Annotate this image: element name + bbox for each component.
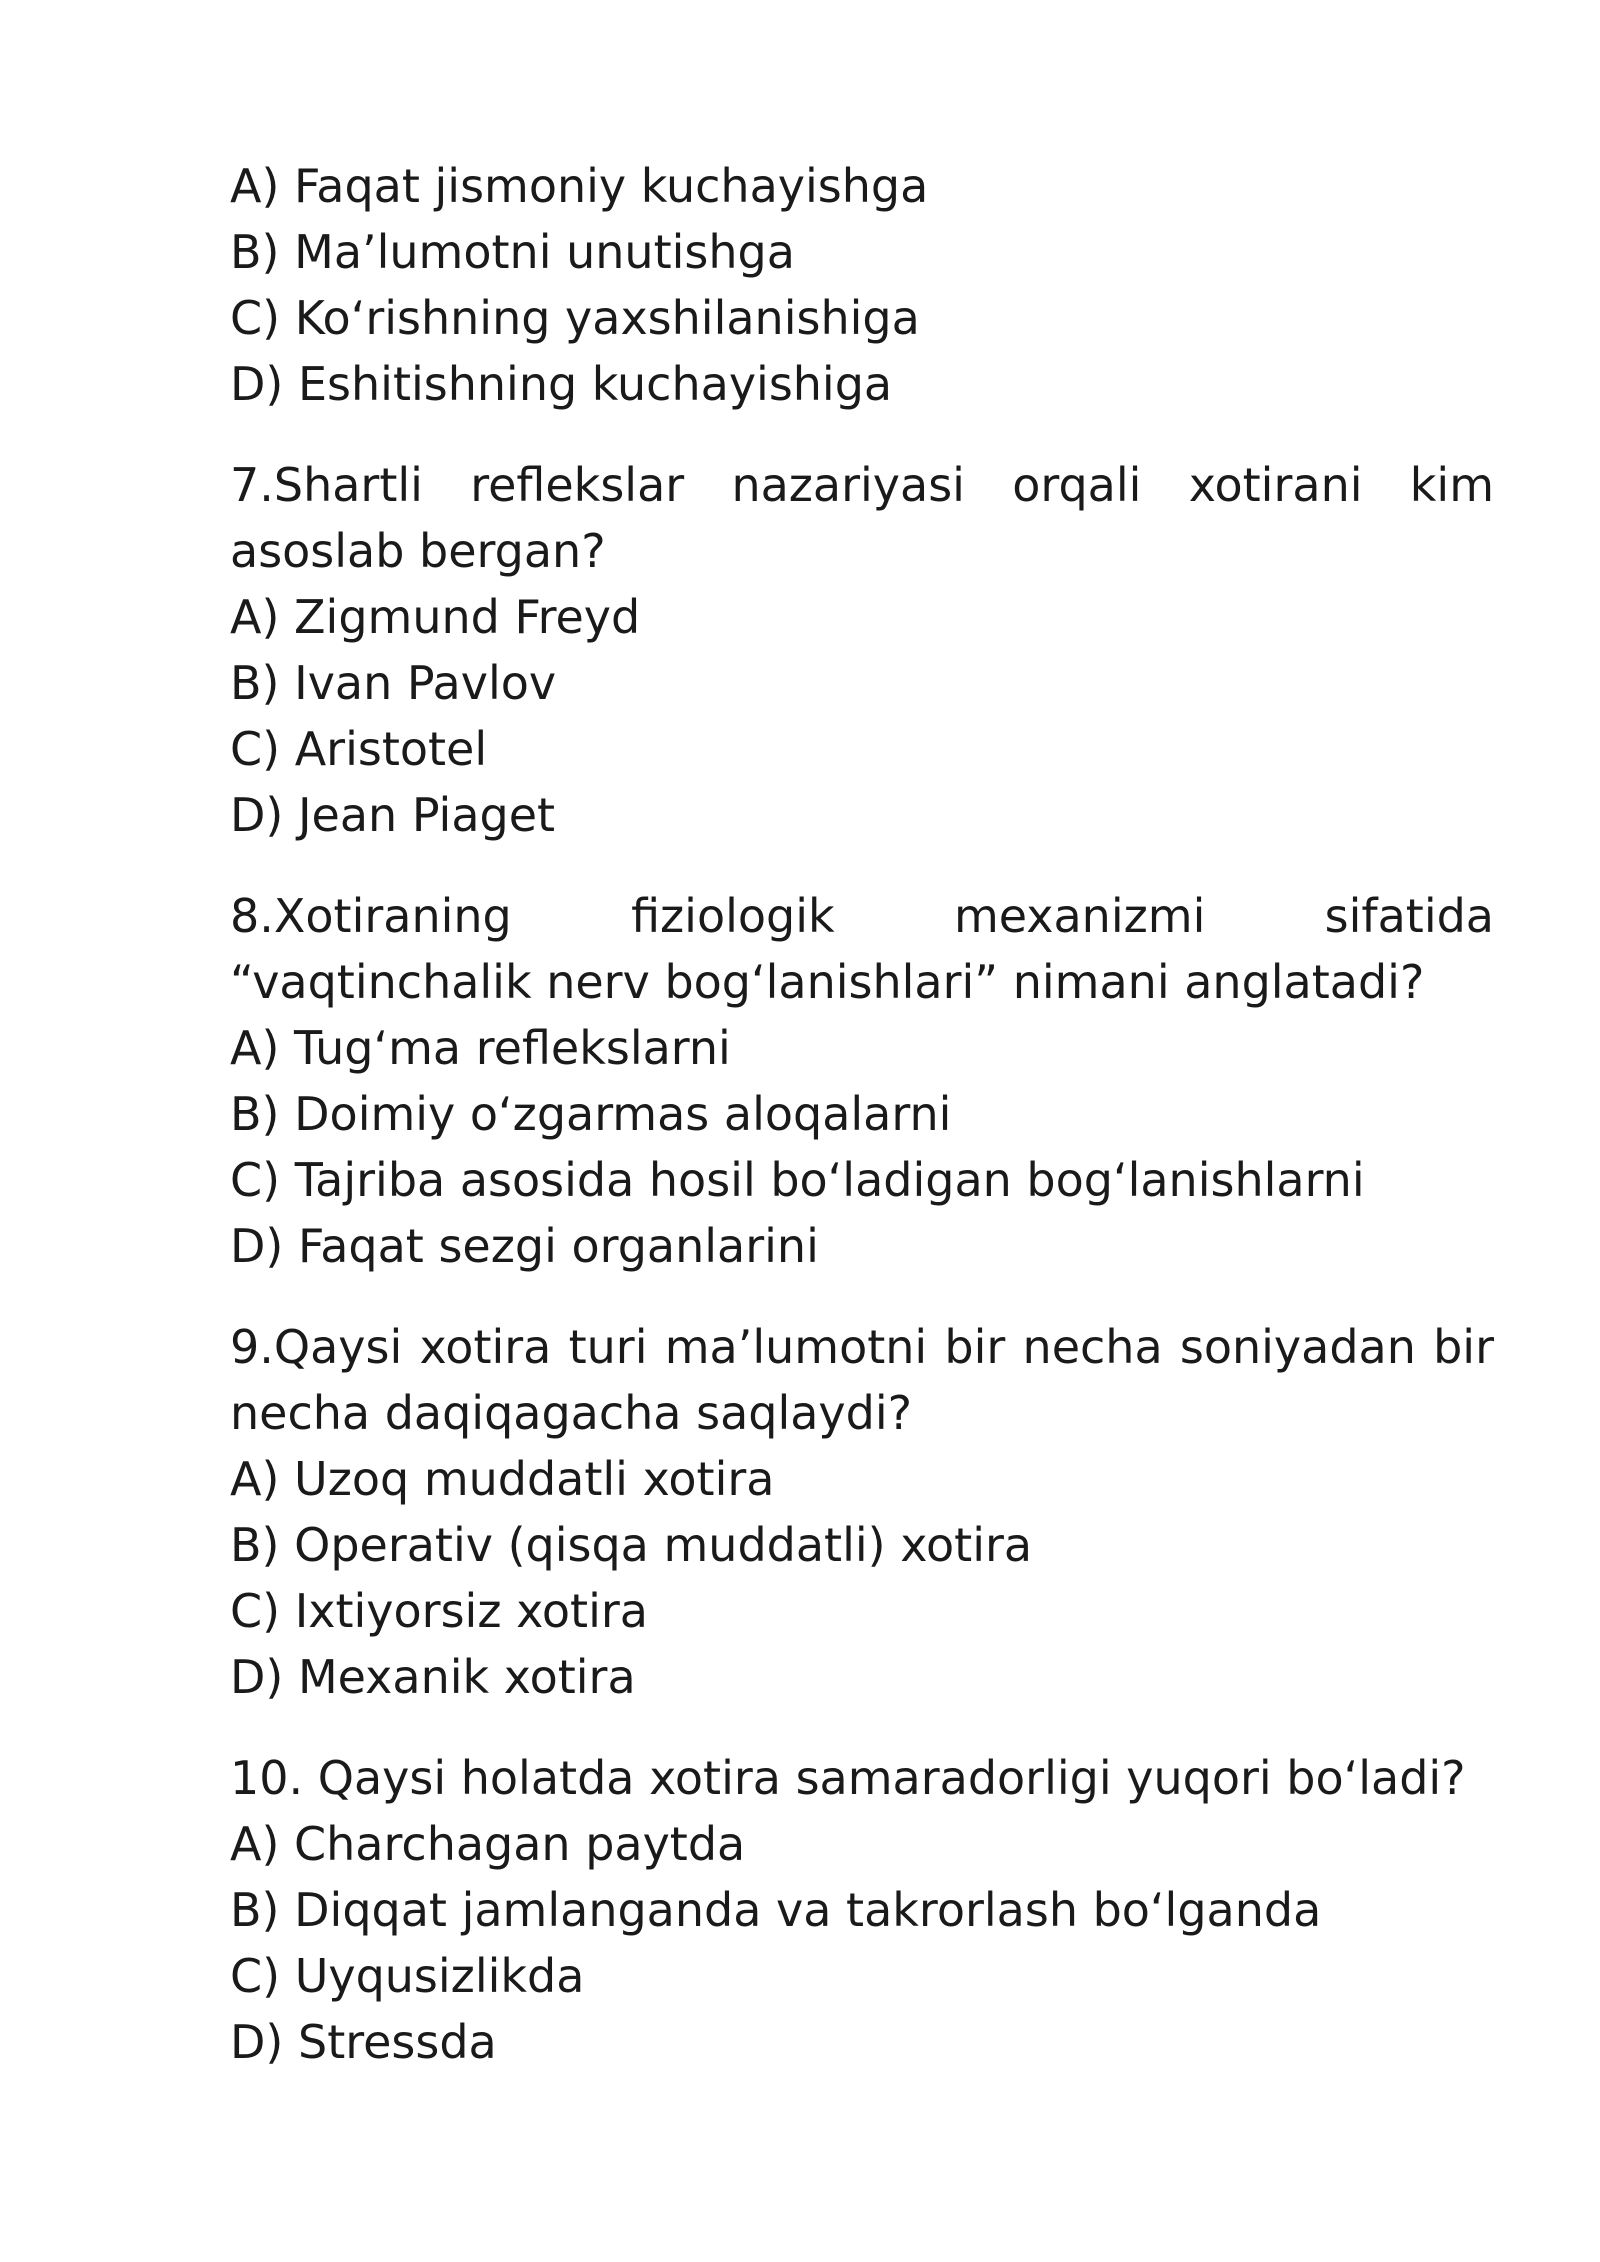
answer-option: C) Tajriba asosida hosil bo‘ladigan bog‘lanishlarni [230, 1153, 1365, 1207]
question-10 [230, 1745, 1494, 2075]
answer-option: A) Zigmund Freyd [230, 590, 641, 644]
answer-option: C) Ko‘rishning yaxshilanishiga [230, 291, 920, 345]
answer-option: D) Faqat sezgi organlarini [230, 1219, 819, 1273]
answer-option: B) Ivan Pavlov [230, 656, 557, 710]
question-text: 10. Qaysi holatda xotira samaradorligi yuqori bo‘ladi? [230, 1751, 1466, 1805]
answer-option: D) Jean Piaget [230, 788, 556, 842]
answer-option: B) Ma’lumotni unutishga [230, 225, 795, 279]
answer-option: C) Uyqusizlikda [230, 1949, 585, 2003]
answer-option: C) Aristotel [230, 722, 488, 776]
question-8 [230, 883, 1494, 1279]
question-6-continued [230, 153, 1494, 417]
answer-option: B) Diqqat jamlanganda va takrorlash bo‘lganda [230, 1883, 1322, 1937]
answer-option: A) Faqat jismoniy kuchayishga [230, 159, 929, 213]
question-text: 9.Qaysi xotira turi ma’lumotni bir necha soniyadan bir necha daqiqagacha saqlaydi? [230, 1320, 1494, 1440]
answer-option: B) Operativ (qisqa muddatli) xotira [230, 1518, 1033, 1572]
answer-option: A) Tug‘ma reflekslarni [230, 1021, 731, 1075]
answer-option: A) Uzoq muddatli xotira [230, 1452, 775, 1506]
answer-option: C) Ixtiyorsiz xotira [230, 1584, 648, 1638]
quiz-content [230, 153, 1494, 2110]
answer-option: D) Stressda [230, 2015, 497, 2069]
question-text: 8.Xotiraning fiziologik mexanizmi sifatida “vaqtinchalik nerv bog‘lanishlari” nimani anglatadi? [230, 889, 1494, 1009]
answer-option: B) Doimiy o‘zgarmas aloqalarni [230, 1087, 952, 1141]
answer-option: D) Mexanik xotira [230, 1650, 636, 1704]
question-7 [230, 452, 1494, 848]
question-9 [230, 1314, 1494, 1710]
answer-option: D) Eshitishning kuchayishiga [230, 357, 893, 411]
question-text: 7.Shartli reflekslar nazariyasi orqali xotirani kim asoslab bergan? [230, 458, 1494, 578]
answer-option: A) Charchagan paytda [230, 1817, 746, 1871]
